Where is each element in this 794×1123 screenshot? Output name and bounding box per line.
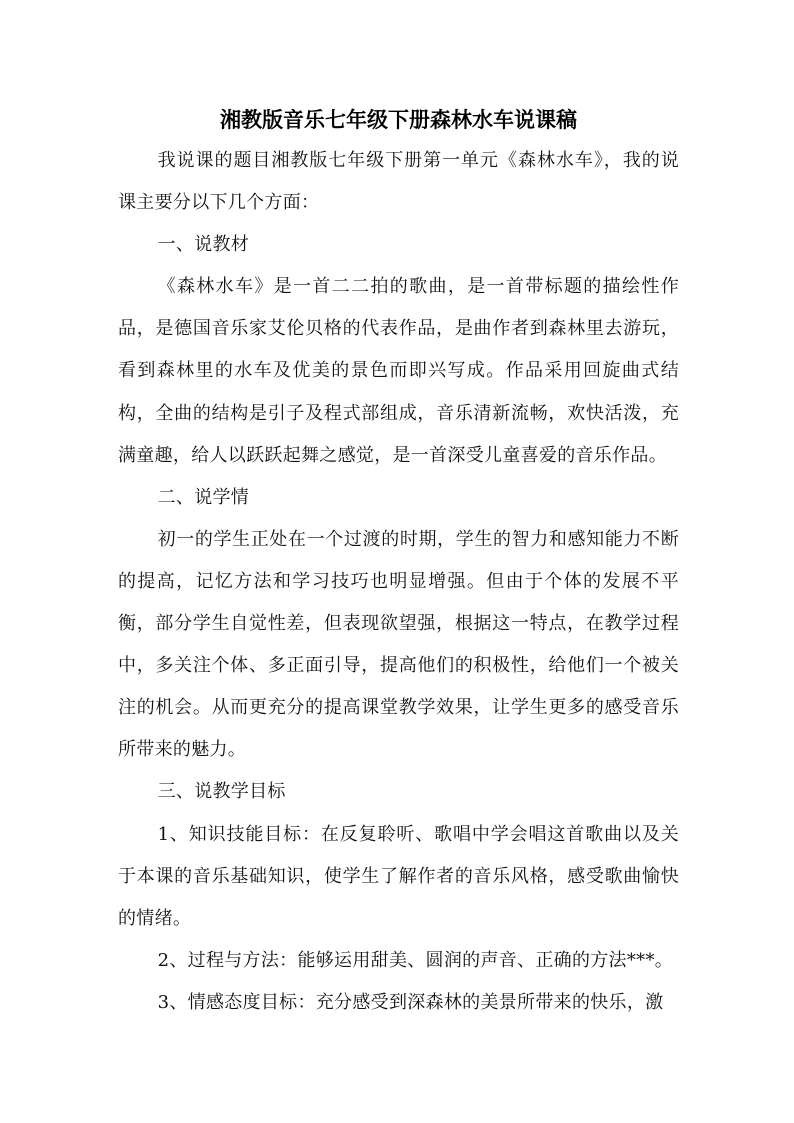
section-heading-textbook: 一、说教材 — [157, 234, 250, 256]
goal-item-knowledge: 1、知识技能目标：在反复聆听、歌唱中学会唱这首歌曲以及关于本课的音乐基础知识，使学生了解作者的音乐风格，感受歌曲愉快的情绪。 — [118, 823, 679, 929]
goal-item-process: 2、过程与方法：能够运用甜美、圆润的声音、正确的方法***。 — [157, 949, 674, 971]
students-paragraph: 初一的学生正处在一个过渡的时期，学生的智力和感知能力不断的提高，记忆方法和学习技巧也明显增强。但由于个体的发展不平衡，部分学生自觉性差，但表现欲望强，根据这一特点，在教学过程中，多关注个体、多正面引导，提高他们的积极性，给他们一个被关注的机会。从而更充分的提高课堂教学效果，让学生更多的感受音乐所带来的魅力。 — [118, 528, 679, 761]
textbook-paragraph: 《森林水车》是一首二二拍的歌曲，是一首带标题的描绘性作品，是德国音乐家艾伦贝格的代表作品，是曲作者到森林里去游玩，看到森林里的水车及优美的景色而即兴写成。作品采用回旋曲式结构，全曲的结构是引子及程式部组成，音乐清新流畅，欢快活泼，充满童趣，给人以跃跃起舞之感觉，是一首深受儿童喜爱的音乐作品。 — [118, 276, 679, 466]
document-title: 湘教版音乐七年级下册森林水车说课稿 — [220, 107, 577, 132]
document-body — [118, 100, 679, 1024]
intro-paragraph: 我说课的题目湘教版七年级下册第一单元《森林水车》，我的说课主要分以下几个方面： — [118, 150, 679, 214]
section-heading-students: 二、说学情 — [157, 486, 250, 508]
goal-item-emotion: 3、情感态度目标：充分感受到深森林的美景所带来的快乐，激 — [157, 991, 664, 1013]
section-heading-goals: 三、说教学目标 — [157, 781, 286, 803]
